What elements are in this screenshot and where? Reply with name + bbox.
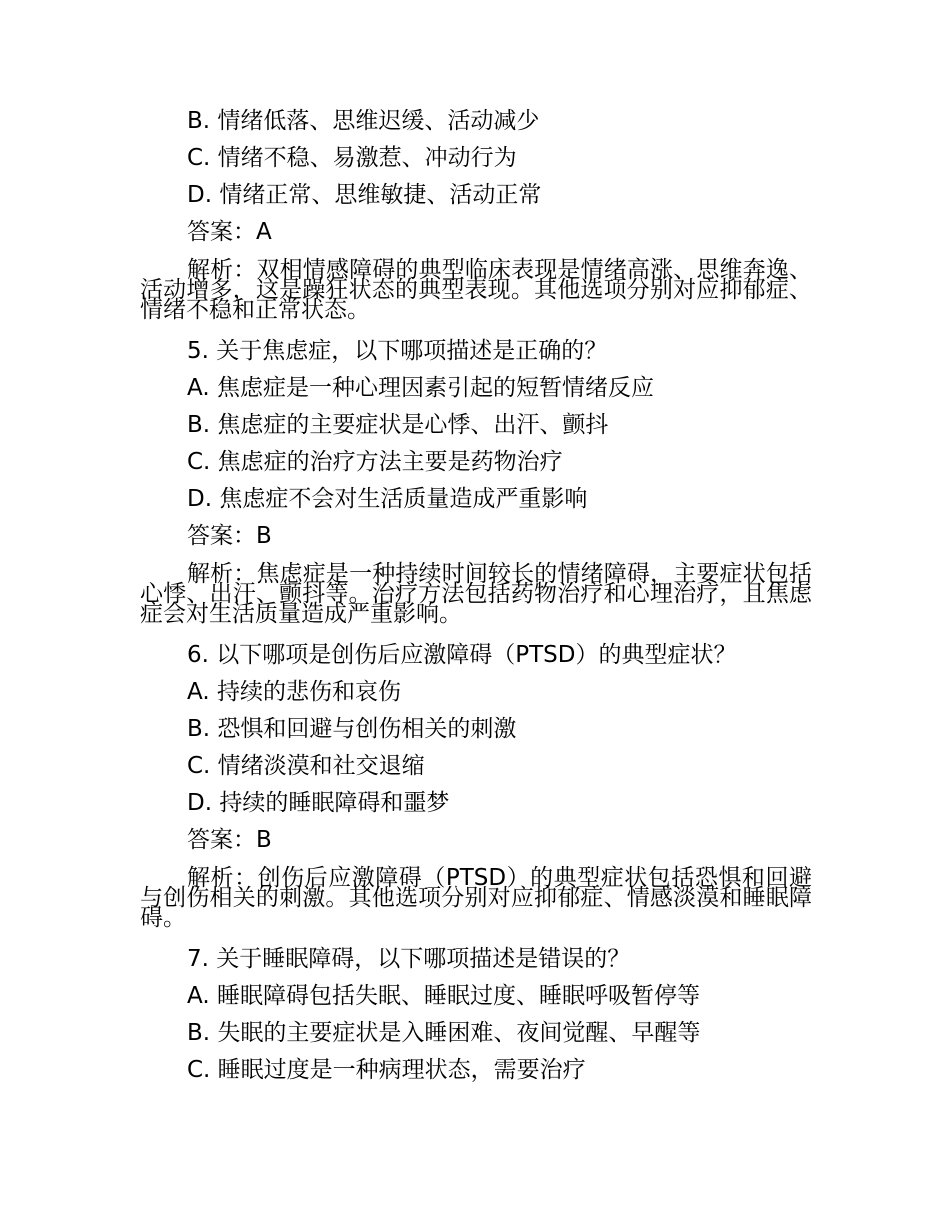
q7-option-a: A. 睡眠障碍包括失眠、睡眠过度、睡眠呼吸暂停等	[187, 983, 700, 1009]
q4-option-b: B. 情绪低落、思维迟缓、活动减少	[187, 108, 540, 134]
q7-question: 7. 关于睡眠障碍，以下哪项描述是错误的？	[187, 946, 631, 972]
q5-option-b: B. 焦虑症的主要症状是心悸、出汗、颤抖	[187, 412, 609, 438]
q4-analysis: 解析：双相情感障碍的典型临床表现是情绪高涨、思维奔逸、活动增多，这是躁狂状态的典型表现。其他选项分别对应抑郁症、情绪不稳和正常状态。	[140, 257, 812, 323]
q4-answer: 答案：A	[187, 219, 272, 245]
q5-option-a: A. 焦虑症是一种心理因素引起的短暂情绪反应	[187, 375, 654, 401]
q6-analysis: 解析：创伤后应激障碍（PTSD）的典型症状包括恐惧和回避与创伤相关的刺激。其他选项分别对应抑郁症、情感淡漠和睡眠障碍。	[140, 865, 812, 931]
q6-answer: 答案：B	[187, 827, 272, 853]
q6-option-b: B. 恐惧和回避与创伤相关的刺激	[187, 716, 517, 742]
q5-answer: 答案：B	[187, 523, 272, 549]
q6-question: 6. 以下哪项是创伤后应激障碍（PTSD）的典型症状？	[187, 642, 737, 668]
q5-option-d: D. 焦虑症不会对生活质量造成严重影响	[187, 486, 588, 512]
q6-option-a: A. 持续的悲伤和哀伤	[187, 679, 401, 705]
q7-option-c: C. 睡眠过度是一种病理状态，需要治疗	[187, 1057, 586, 1083]
q5-option-c: C. 焦虑症的治疗方法主要是药物治疗	[187, 449, 563, 475]
q5-question: 5. 关于焦虑症，以下哪项描述是正确的？	[187, 338, 608, 364]
q5-analysis: 解析：焦虑症是一种持续时间较长的情绪障碍，主要症状包括心悸、出汗、颤抖等。治疗方法包括药物治疗和心理治疗，且焦虑症会对生活质量造成严重影响。	[140, 561, 812, 627]
q7-option-b: B. 失眠的主要症状是入睡困难、夜间觉醒、早醒等	[187, 1020, 701, 1046]
q6-option-c: C. 情绪淡漠和社交退缩	[187, 753, 425, 779]
q4-option-d: D. 情绪正常、思维敏捷、活动正常	[187, 182, 542, 208]
q4-option-c: C. 情绪不稳、易激惹、冲动行为	[187, 145, 517, 171]
q6-option-d: D. 持续的睡眠障碍和噩梦	[187, 790, 450, 816]
